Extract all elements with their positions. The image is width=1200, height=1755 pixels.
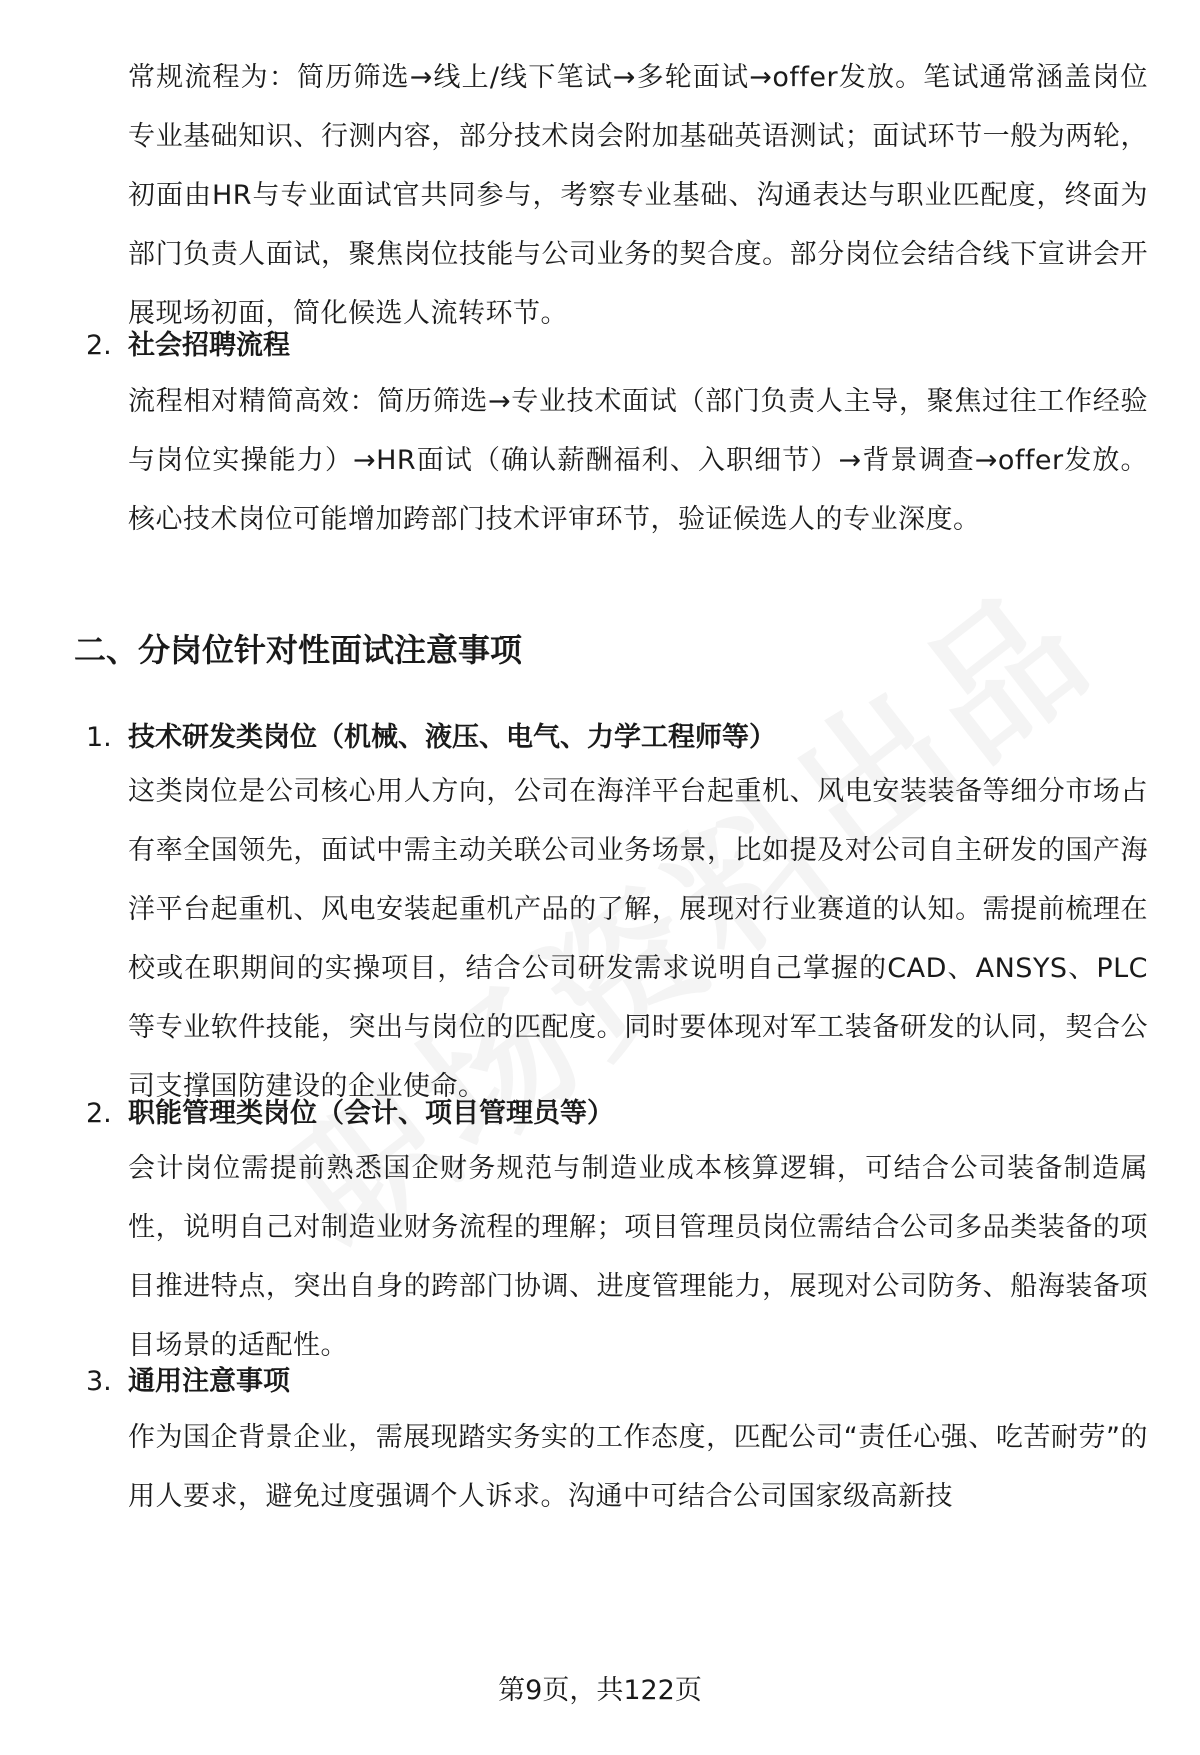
item-social-recruitment-heading xyxy=(86,326,1146,366)
item-title: 社会招聘流程 xyxy=(128,330,290,361)
item-number: 3. xyxy=(86,1366,112,1397)
item-number: 2. xyxy=(86,330,112,361)
item-tech-rd-heading xyxy=(86,718,1146,758)
item-general-heading xyxy=(86,1362,1146,1402)
item-title: 技术研发类岗位（机械、液压、电气、力学工程师等） xyxy=(128,722,776,753)
item-number: 1. xyxy=(86,722,112,753)
general-paragraph: 作为国企背景企业，需展现踏实务实的工作态度，匹配公司“责任心强、吃苦耐劳”的用人要求，避免过度强调个人诉求。沟通中可结合公司国家级高新技 xyxy=(128,1422,1148,1512)
admin-paragraph: 会计岗位需提前熟悉国企财务规范与制造业成本核算逻辑，可结合公司装备制造属性，说明自己对制造业财务流程的理解；项目管理员岗位需结合公司多品类装备的项目推进特点，突出自身的跨部门协调、进度管理能力，展现对公司防务、船海装备项目场景的适配性。 xyxy=(128,1153,1148,1361)
tech-rd-paragraph: 这类岗位是公司核心用人方向，公司在海洋平台起重机、风电安装装备等细分市场占有率全国领先，面试中需主动关联公司业务场景，比如提及对公司自主研发的国产海洋平台起重机、风电安装起重机产品的了解，展现对行业赛道的认知。需提前梳理在校或在职期间的实操项目，结合公司研发需求说明自己掌握的CAD、ANSYS、PLC等专业软件技能，突出与岗位的匹配度。同时要体现对军工装备研发的认同，契合公司支撑国防建设的企业使命。 xyxy=(128,776,1148,1102)
item-title: 通用注意事项 xyxy=(128,1366,290,1397)
item-title: 职能管理类岗位（会计、项目管理员等） xyxy=(128,1098,614,1129)
social-recruitment-paragraph: 流程相对精简高效：简历筛选→专业技术面试（部门负责人主导，聚焦过往工作经验与岗位实操能力）→HR面试（确认薪酬福利、入职细节）→背景调查→offer发放。核心技术岗位可能增加跨部门技术评审环节，验证候选人的专业深度。 xyxy=(128,386,1148,535)
campus-process-paragraph: 常规流程为：简历筛选→线上/线下笔试→多轮面试→offer发放。笔试通常涵盖岗位专业基础知识、行测内容，部分技术岗会附加基础英语测试；面试环节一般为两轮，初面由HR与专业面试官共同参与，考察专业基础、沟通表达与职业匹配度，终面为部门负责人面试，聚焦岗位技能与公司业务的契合度。部分岗位会结合线下宣讲会开展现场初面，简化候选人流转环节。 xyxy=(128,62,1148,329)
item-admin-heading xyxy=(86,1094,1146,1134)
section-title: 二、分岗位针对性面试注意事项 xyxy=(74,631,523,669)
page-footer: 第9页，共122页 xyxy=(498,1675,702,1706)
item-number: 2. xyxy=(86,1098,112,1129)
